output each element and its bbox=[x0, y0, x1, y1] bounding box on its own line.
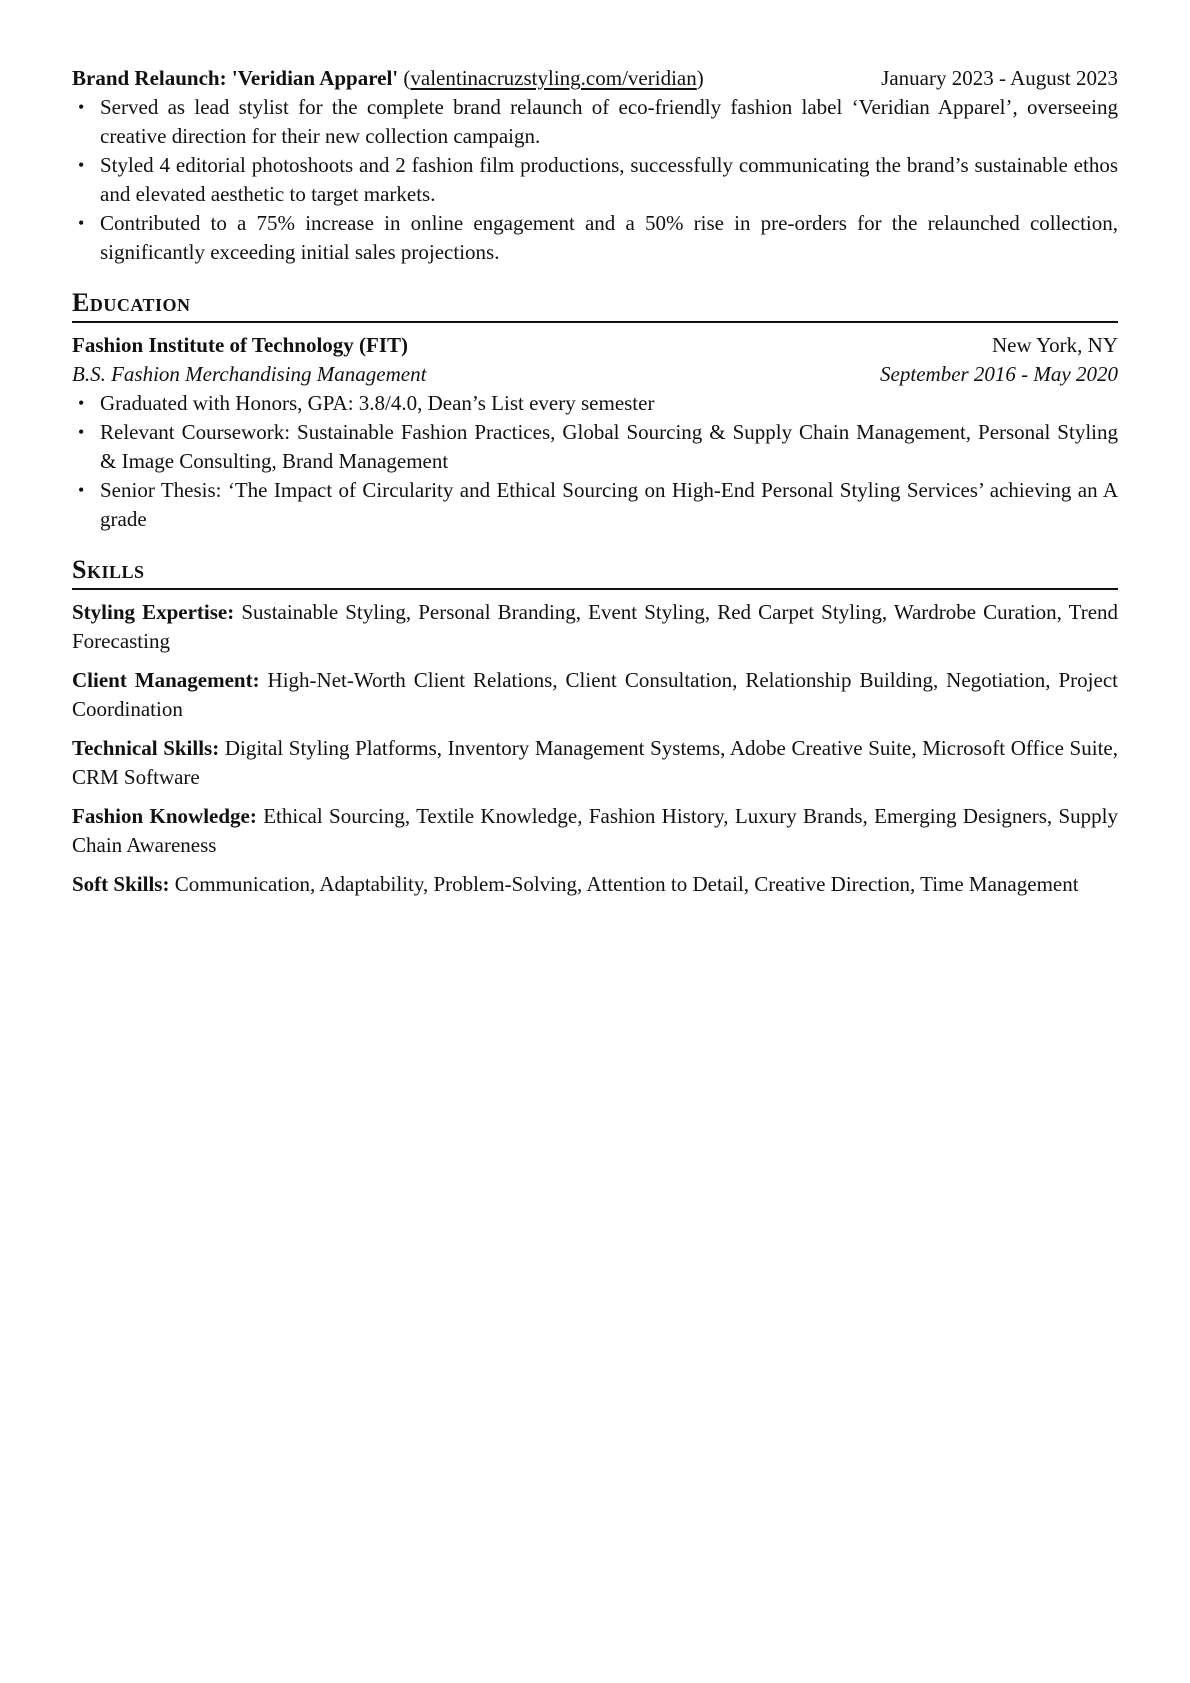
education-degree-row bbox=[72, 360, 1118, 389]
skill-label: Technical Skills: bbox=[72, 736, 220, 760]
list-item: • Styled 4 editorial photoshoots and 2 fashion film productions, successfully communicating the brand’s sustainable ethos and elevated aesthetic to target markets. bbox=[72, 151, 1118, 209]
list-item: • Contributed to a 75% increase in online engagement and a 50% rise in pre-orders for the relaunched collection, significantly exceeding initial sales projections. bbox=[72, 209, 1118, 267]
education-school-row bbox=[72, 331, 1118, 360]
skill-text: Ethical Sourcing, Textile Knowledge, Fashion History, Luxury Brands, Emerging Designers, Supply Chain Awareness bbox=[72, 804, 1118, 857]
skill-label: Fashion Knowledge: bbox=[72, 804, 257, 828]
project-dates: January 2023 - August 2023 bbox=[881, 66, 1118, 90]
project-heading bbox=[72, 64, 704, 93]
education-heading: Education bbox=[72, 287, 1118, 323]
skills-section bbox=[72, 554, 1118, 899]
skill-line bbox=[72, 734, 1118, 792]
project-link-close: ) bbox=[696, 66, 704, 90]
education-bullets bbox=[72, 389, 1118, 534]
skill-line bbox=[72, 802, 1118, 860]
education-section bbox=[72, 287, 1118, 534]
skill-text: Communication, Adaptability, Problem-Solving, Attention to Detail, Creative Direction, Time Management bbox=[174, 872, 1079, 896]
skill-line bbox=[72, 666, 1118, 724]
skill-line bbox=[72, 870, 1118, 899]
project-header bbox=[72, 64, 1118, 93]
degree-name: B.S. Fashion Merchandising Management bbox=[72, 362, 427, 386]
school-name: Fashion Institute of Technology (FIT) bbox=[72, 333, 409, 357]
skill-text: Digital Styling Platforms, Inventory Management Systems, Adobe Creative Suite, Microsoft Office Suite, CRM Software bbox=[72, 736, 1118, 789]
skill-text: Sustainable Styling, Personal Branding, Event Styling, Red Carpet Styling, Wardrobe Curation, Trend Forecasting bbox=[72, 600, 1119, 653]
skill-label: Soft Skills: bbox=[72, 872, 170, 896]
skills-heading: Skills bbox=[72, 554, 1118, 590]
list-item: • Relevant Coursework: Sustainable Fashion Practices, Global Sourcing & Supply Chain Management, Personal Styling & Image Consulting, Brand Management bbox=[72, 418, 1118, 476]
skill-line bbox=[72, 598, 1118, 656]
school-location: New York, NY bbox=[991, 333, 1118, 357]
project-link-open: ( bbox=[403, 66, 411, 90]
list-item: • Graduated with Honors, GPA: 3.8/4.0, Dean’s List every semester bbox=[72, 389, 1118, 418]
project-link[interactable]: valentinacruzstyling.com/veridian bbox=[410, 66, 697, 90]
list-item: • Served as lead stylist for the complete brand relaunch of eco-friendly fashion label ‘Veridian Apparel’, overseeing creative direction for their new collection campaign. bbox=[72, 93, 1118, 151]
project-title: Brand Relaunch: 'Veridian Apparel' bbox=[72, 66, 399, 90]
education-dates: September 2016 - May 2020 bbox=[880, 362, 1118, 386]
skill-text: High-Net-Worth Client Relations, Client Consultation, Relationship Building, Negotiation, Project Coordination bbox=[72, 668, 1118, 721]
project-bullets bbox=[72, 93, 1118, 267]
project-entry bbox=[72, 64, 1118, 267]
skill-label: Styling Expertise: bbox=[72, 600, 235, 624]
skill-label: Client Management: bbox=[72, 668, 260, 692]
list-item: • Senior Thesis: ‘The Impact of Circularity and Ethical Sourcing on High-End Personal Styling Services’ achieving an A grade bbox=[72, 476, 1118, 534]
